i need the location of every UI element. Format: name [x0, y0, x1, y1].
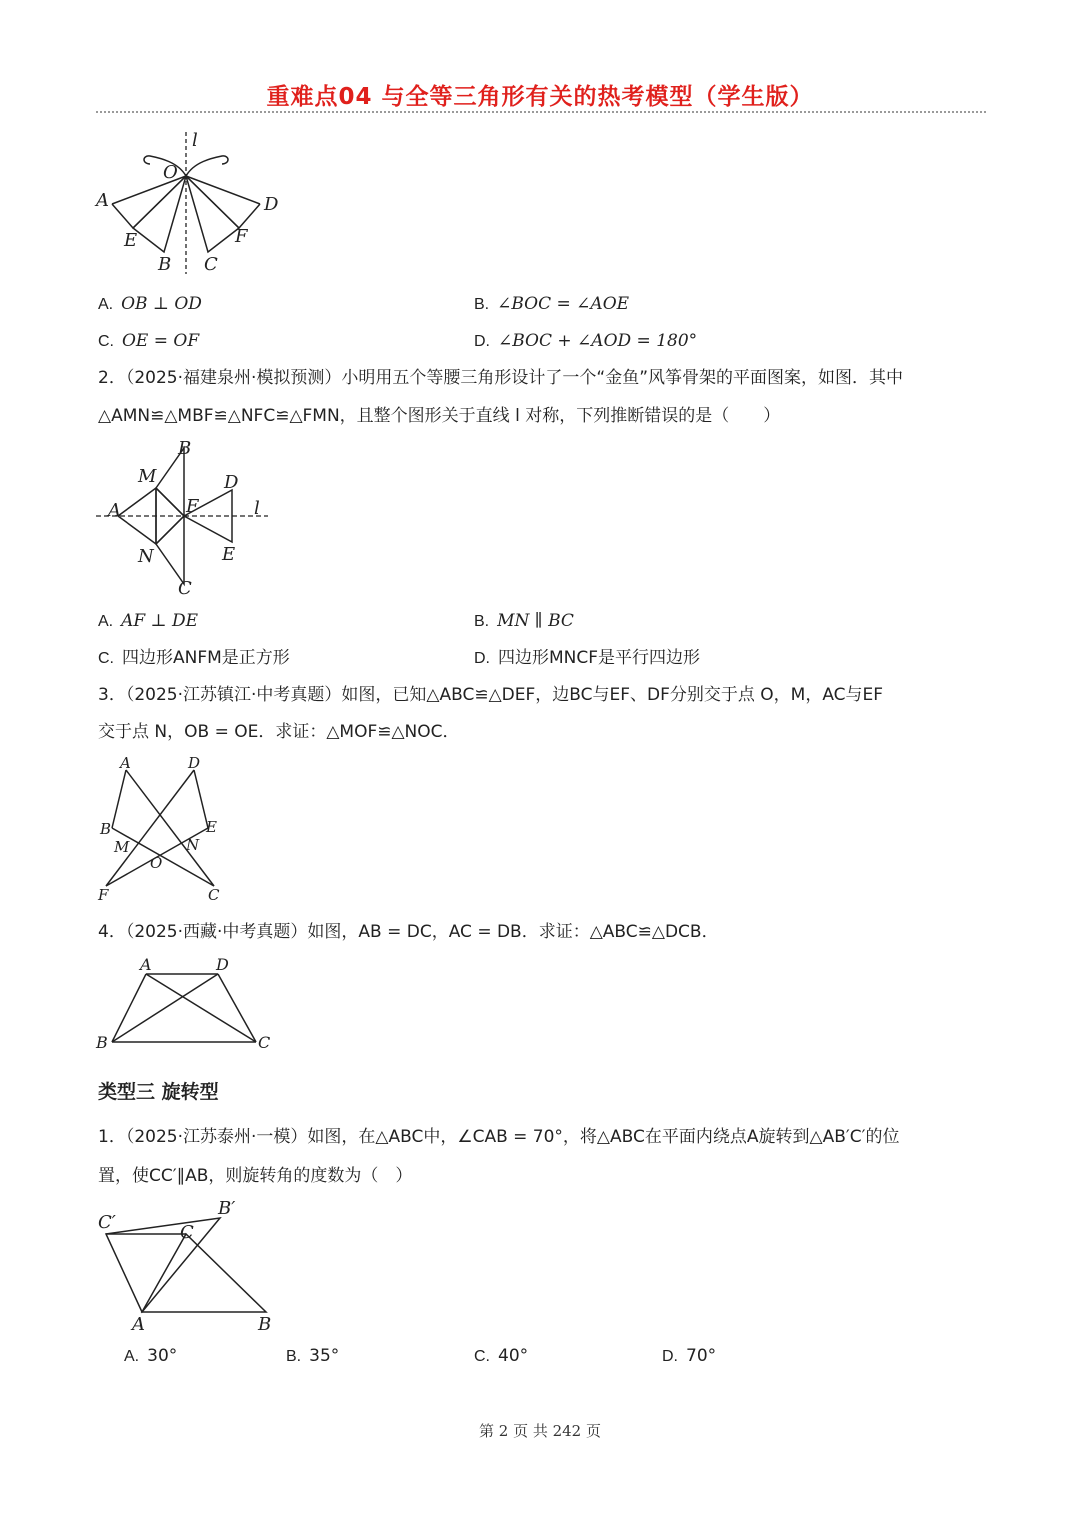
- fig1-triangle-foc: [186, 176, 239, 252]
- fig2-label-n: N: [138, 546, 154, 567]
- fig3-label-d: D: [188, 754, 201, 772]
- fig4-label-b: B: [96, 1033, 108, 1052]
- q2-text-line2: △AMN≌△MBF≌△NFC≌△FMN，且整个图形关于直线 l 对称，下列推断错误的是（ ）: [98, 406, 781, 426]
- fig1-label-f: F: [235, 226, 248, 247]
- r1-option-d: D. 70°: [662, 1346, 717, 1366]
- fig2-label-e: E: [222, 544, 236, 565]
- fig1-triangle-eob: [133, 176, 186, 252]
- option-d: D. ∠BOC + ∠AOD = 180°: [474, 331, 698, 351]
- fig1-label-b: B: [158, 254, 172, 275]
- r1-text-line2: 置，使CC′∥AB，则旋转角的度数为（ ）: [98, 1166, 413, 1186]
- fig4-segment-dc: [218, 974, 256, 1042]
- fig5-label-b-prime: B′: [218, 1198, 236, 1219]
- fig2-label-a: A: [108, 500, 121, 521]
- fig3-label-a: A: [120, 754, 131, 772]
- fig3-label-c: C: [208, 886, 220, 904]
- fig1-triangle-dof: [186, 176, 260, 228]
- q2-option-c: C. 四边形ANFM是正方形: [98, 648, 290, 668]
- fig5-label-b: B: [258, 1314, 272, 1335]
- fig2-label-d: D: [224, 472, 239, 493]
- fig3-label-o: O: [150, 854, 163, 872]
- fig5-label-a: A: [132, 1314, 145, 1335]
- fig2-label-b: B: [178, 438, 192, 459]
- fig2-triangle-nfc: [156, 516, 184, 584]
- fig4-label-a: A: [140, 955, 152, 974]
- option-a: A. OB ⊥ OD: [98, 294, 202, 314]
- title-divider: [96, 111, 986, 113]
- fig2-segment-mf: [156, 488, 184, 516]
- fig1-label-c: C: [204, 254, 218, 275]
- figure-isosceles-trapezoid: [94, 952, 284, 1054]
- q2-option-b: B. MN ∥ BC: [474, 611, 574, 631]
- fig2-label-f: F: [186, 496, 199, 517]
- page-title: 重难点04 与全等三角形有关的热考模型（学生版）: [266, 84, 814, 110]
- fig5-label-c-prime: C′: [98, 1212, 116, 1233]
- figure-kite-fish: [92, 436, 272, 601]
- figure-rotation: [94, 1196, 284, 1336]
- fig3-segment-ab: [112, 770, 126, 828]
- fig5-triangle-ab1c1: [106, 1218, 220, 1312]
- fig2-label-l: l: [254, 498, 260, 519]
- fig3-segment-ac: [126, 770, 214, 886]
- fig1-label-d: D: [264, 194, 279, 215]
- q2-option-a: A. AF ⊥ DE: [98, 611, 199, 631]
- fig3-label-f: F: [98, 886, 109, 904]
- fig1-right-curl: [186, 156, 228, 176]
- figure-congruent-crossing: [94, 752, 234, 907]
- option-c: C. OE = OF: [98, 331, 200, 351]
- fig3-label-e: E: [206, 818, 217, 836]
- r1-text-line1: 1．（2025·江苏泰州·一模）如图，在△ABC中，∠CAB = 70°，将△ABC在平面内绕点A旋转到△AB′C′的位: [98, 1127, 900, 1147]
- fig1-label-e: E: [124, 230, 138, 251]
- q2-text-line1: 2．（2025·福建泉州·模拟预测）小明用五个等腰三角形设计了一个“金鱼”风筝骨架的平面图案，如图．其中: [98, 368, 904, 388]
- q3-text-line1: 3．（2025·江苏镇江·中考真题）如图，已知△ABC≌△DEF，边BC与EF、DF分别交于点 O，M，AC与EF: [98, 685, 884, 705]
- fig4-label-c: C: [258, 1033, 271, 1052]
- fig1-triangle-aoe: [112, 176, 186, 228]
- fig2-segment-nf: [156, 516, 184, 544]
- fig1-label-l: l: [192, 130, 198, 151]
- fig1-label-o: O: [163, 162, 178, 183]
- fig4-label-d: D: [216, 955, 229, 974]
- fig2-label-c: C: [178, 578, 192, 599]
- fig5-label-c: C: [180, 1222, 194, 1243]
- r1-option-b: B. 35°: [286, 1346, 340, 1366]
- section-heading: 类型三 旋转型: [98, 1081, 219, 1103]
- fig2-label-m: M: [138, 466, 157, 487]
- fig5-triangle-abc: [142, 1234, 266, 1312]
- fig3-label-b: B: [100, 820, 112, 838]
- option-b: B. ∠BOC = ∠AOE: [474, 294, 630, 314]
- page-footer: 第 2 页 共 242 页: [478, 1422, 601, 1440]
- fig3-label-n: N: [186, 836, 200, 854]
- q3-text-line2: 交于点 N，OB = OE．求证：△MOF≌△NOC．: [98, 722, 460, 742]
- fig1-label-a: A: [96, 190, 109, 211]
- r1-option-a: A. 30°: [124, 1346, 178, 1366]
- q4-text: 4．（2025·西藏·中考真题）如图，AB = DC，AC = DB．求证：△ABC≌△DCB．: [98, 922, 719, 942]
- q2-option-d: D. 四边形MNCF是平行四边形: [474, 648, 701, 668]
- fig3-label-m: M: [114, 838, 130, 856]
- figure-symmetric-triangles: [90, 128, 290, 278]
- r1-option-c: C. 40°: [474, 1346, 529, 1366]
